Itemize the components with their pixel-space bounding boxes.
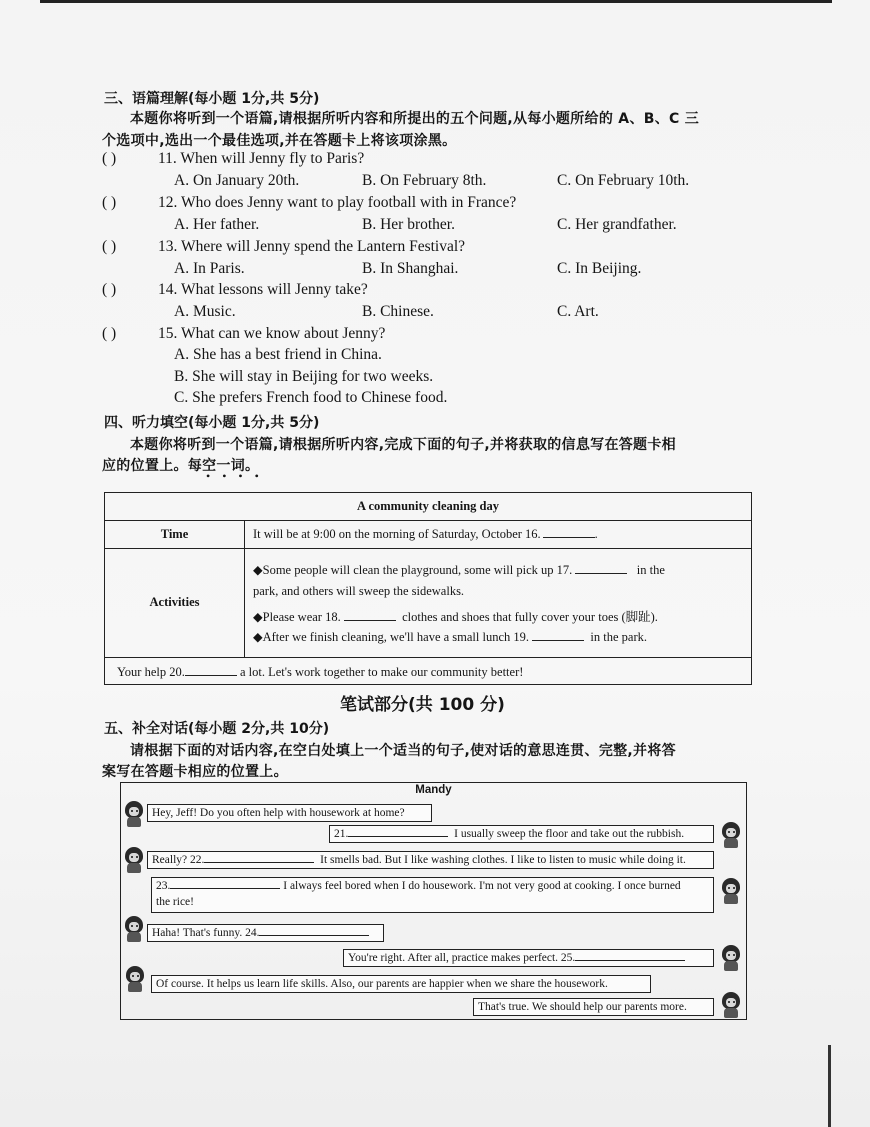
option-c: C. She prefers French food to Chinese food. bbox=[174, 389, 448, 406]
blank-17[interactable] bbox=[575, 573, 627, 574]
table-row-time bbox=[105, 521, 751, 549]
dialog-line-2: 21. I usually sweep the floor and take out the rubbish. bbox=[329, 825, 714, 843]
girl-avatar bbox=[124, 966, 146, 992]
edge-rule bbox=[828, 1045, 831, 1127]
blank-19[interactable] bbox=[532, 640, 584, 641]
answer-paren[interactable]: ( ) bbox=[102, 325, 117, 342]
option-b: B. In Shanghai. bbox=[362, 260, 459, 277]
option-b: B. Her brother. bbox=[362, 216, 455, 233]
activity-2: ◆Please wear 18. clothes and shoes that fully cover your toes (脚趾). bbox=[253, 610, 658, 624]
emphasis-dots: •••• bbox=[206, 469, 271, 483]
girl-avatar bbox=[123, 847, 145, 873]
option-a: A. On January 20th. bbox=[174, 172, 300, 189]
section5-heading: 五、补全对话(每小题 2分,共 10分) bbox=[104, 721, 330, 737]
question-stem: 14. What lessons will Jenny take? bbox=[158, 281, 368, 298]
question-stem: 12. Who does Jenny want to play football with in France? bbox=[158, 194, 517, 211]
question-stem: 11. When will Jenny fly to Paris? bbox=[158, 150, 365, 167]
girl-avatar bbox=[123, 916, 145, 942]
dialog-box bbox=[120, 782, 747, 1020]
girl-avatar bbox=[123, 801, 145, 827]
question-stem: 15. What can we know about Jenny? bbox=[158, 325, 386, 342]
option-b: B. Chinese. bbox=[362, 303, 434, 320]
boy-avatar bbox=[720, 992, 742, 1018]
table-footer: Your help 20. a lot. Let's work together to make our community better! bbox=[117, 665, 524, 679]
section3-instructions-2: 个选项中,选出一个最佳选项,并在答题卡上将该项涂黑。 bbox=[102, 133, 457, 149]
option-c: C. Art. bbox=[557, 303, 599, 320]
option-c: C. Her grandfather. bbox=[557, 216, 677, 233]
question-stem: 13. Where will Jenny spend the Lantern Festival? bbox=[158, 238, 466, 255]
table-divider bbox=[244, 521, 245, 658]
activity-3: ◆After we finish cleaning, we'll have a small lunch 19. in the park. bbox=[253, 630, 647, 644]
activity-1-cont: park, and others will sweep the sidewalks. bbox=[253, 584, 465, 598]
activity-1: ◆Some people will clean the playground, some will pick up 17. in the bbox=[253, 563, 665, 577]
section3-instructions-1: 本题你将听到一个语篇,请根据所听内容和所提出的五个问题,从每小题所给的 A、B、C 三 bbox=[130, 111, 700, 127]
boy-avatar bbox=[720, 822, 742, 848]
table-row-activities bbox=[105, 549, 751, 658]
option-b: B. On February 8th. bbox=[362, 172, 487, 189]
blank-18[interactable] bbox=[344, 620, 396, 621]
dialog-line-5: Haha! That's funny. 24. bbox=[147, 924, 384, 942]
blank-24[interactable] bbox=[259, 935, 369, 936]
blank-16[interactable] bbox=[543, 537, 595, 538]
blank-22[interactable] bbox=[204, 862, 314, 863]
option-a: A. In Paris. bbox=[174, 260, 245, 277]
table-title: A community cleaning day bbox=[356, 499, 500, 513]
section4-instructions-1: 本题你将听到一个语篇,请根据所听内容,完成下面的句子,并将获取的信息写在答题卡相 bbox=[130, 437, 676, 453]
info-table bbox=[104, 492, 752, 685]
dialog-line-3: Really? 22. It smells bad. But I like washing clothes. I like to listen to music while doing it. bbox=[147, 851, 714, 869]
option-a: A. Music. bbox=[174, 303, 236, 320]
answer-paren[interactable]: ( ) bbox=[102, 281, 117, 298]
blank-23[interactable] bbox=[170, 888, 280, 889]
boy-avatar bbox=[720, 878, 742, 904]
dialog-line-6: You're right. After all, practice makes perfect. 25. bbox=[343, 949, 714, 967]
dialog-line-4: 23. I always feel bored when I do housework. I'm not very good at cooking. I once burned the rice! bbox=[151, 877, 714, 913]
time-label: Time bbox=[160, 527, 189, 541]
option-a: A. She has a best friend in China. bbox=[174, 346, 382, 363]
boy-avatar bbox=[720, 945, 742, 971]
section4-instructions-2: 应的位置上。每空一词。 bbox=[102, 458, 260, 474]
section4-heading: 四、听力填空(每小题 1分,共 5分) bbox=[104, 415, 320, 431]
option-c: C. On February 10th. bbox=[557, 172, 690, 189]
table-title-row bbox=[105, 493, 751, 521]
answer-paren[interactable]: ( ) bbox=[102, 150, 117, 167]
dialog-line-4-cont: the rice! bbox=[156, 896, 194, 908]
activities-label: Activities bbox=[149, 595, 200, 609]
top-rule bbox=[40, 0, 832, 3]
section3-heading: 三、语篇理解(每小题 1分,共 5分) bbox=[104, 91, 320, 107]
option-b: B. She will stay in Beijing for two weeks. bbox=[174, 368, 434, 385]
dialog-line-7: Of course. It helps us learn life skills. Also, our parents are happier when we share the housework. bbox=[151, 975, 651, 993]
dialog-title: Mandy bbox=[415, 784, 452, 796]
blank-25[interactable] bbox=[575, 960, 685, 961]
answer-paren[interactable]: ( ) bbox=[102, 194, 117, 211]
answer-paren[interactable]: ( ) bbox=[102, 238, 117, 255]
blank-21[interactable] bbox=[348, 836, 448, 837]
time-text: It will be at 9:00 on the morning of Saturday, October 16. . bbox=[253, 527, 598, 541]
section5-instructions-2: 案写在答题卡相应的位置上。 bbox=[102, 764, 288, 780]
dialog-line-1: Hey, Jeff! Do you often help with housework at home? bbox=[147, 804, 432, 822]
section5-instructions-1: 请根据下面的对话内容,在空白处填上一个适当的句子,使对话的意思连贯、完整,并将答 bbox=[130, 743, 676, 759]
dialog-line-8: That's true. We should help our parents more. bbox=[473, 998, 714, 1016]
blank-20[interactable] bbox=[185, 675, 237, 676]
option-c: C. In Beijing. bbox=[557, 260, 642, 277]
option-a: A. Her father. bbox=[174, 216, 260, 233]
written-part-title: 笔试部分(共 100 分) bbox=[340, 695, 505, 715]
